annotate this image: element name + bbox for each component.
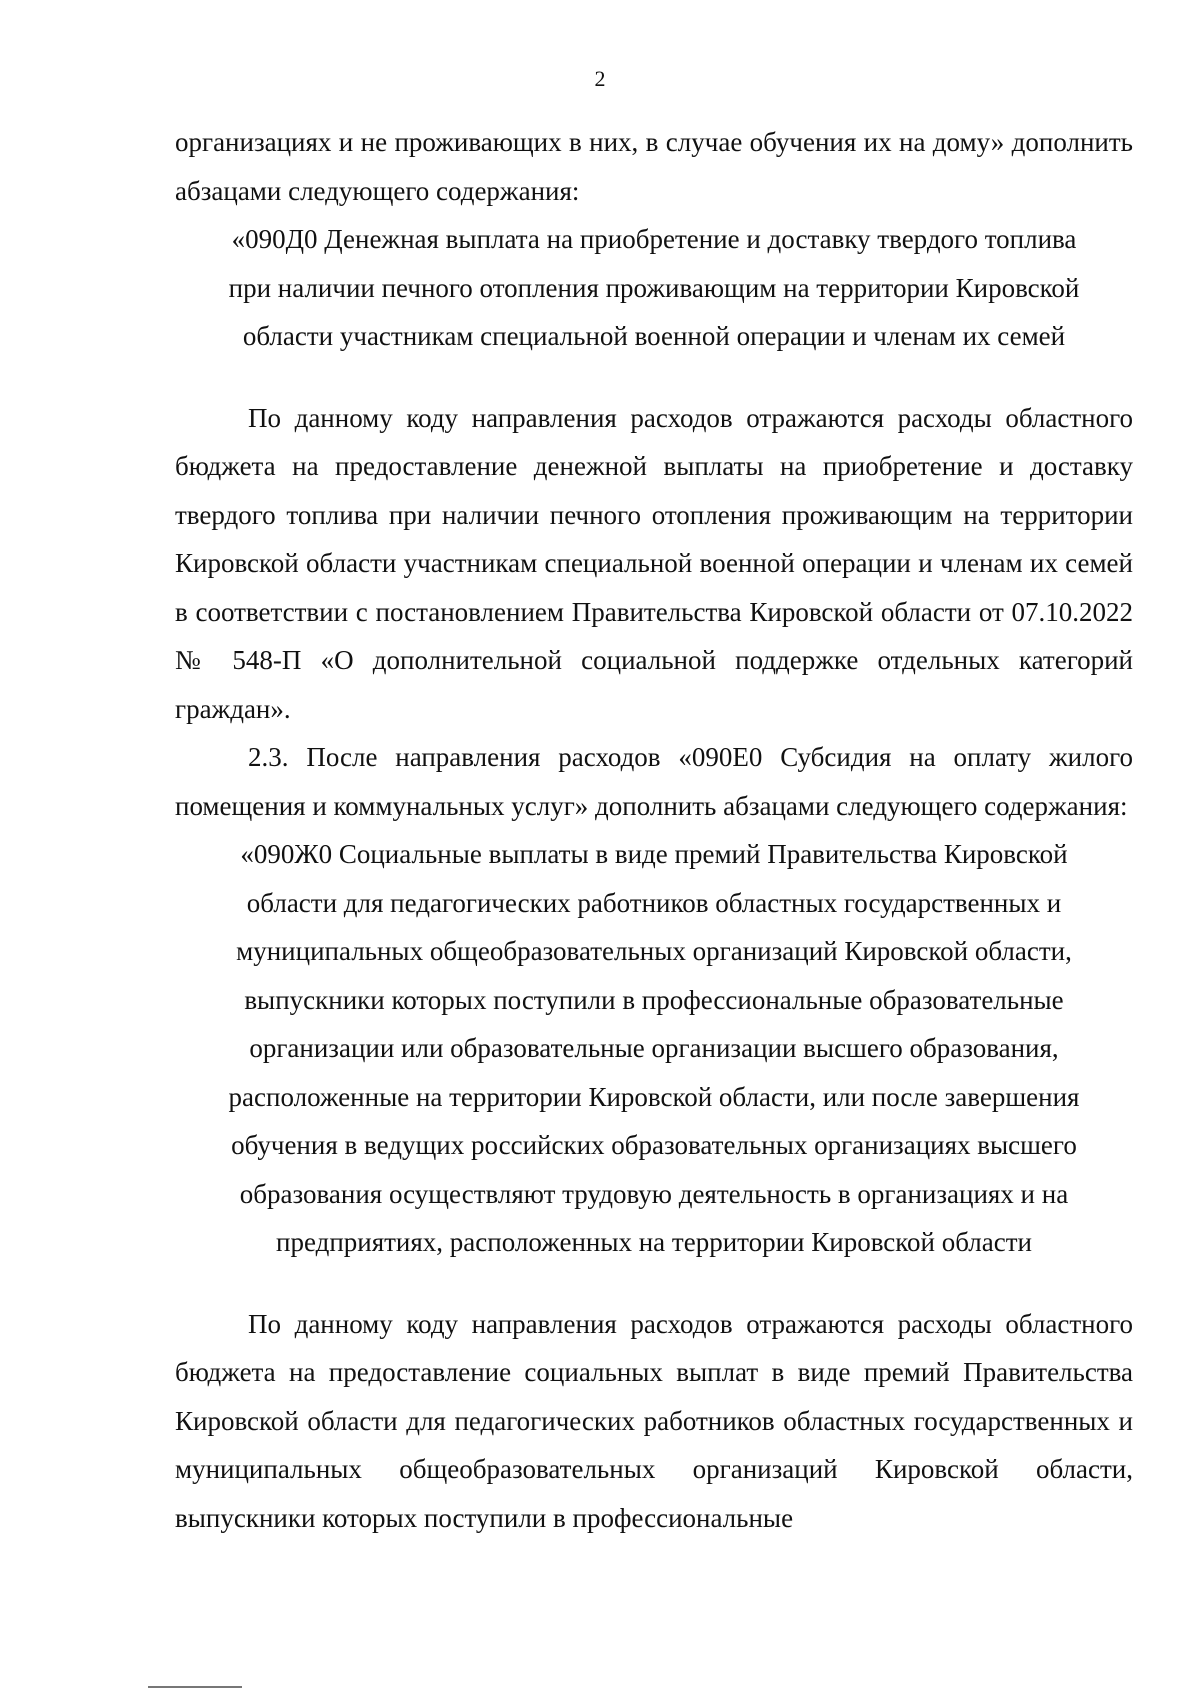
heading-line: выпускники которых поступили в профессиональные образовательные [244, 984, 1064, 1015]
code-heading-090Zh0 [175, 830, 1133, 1267]
heading-line: области участникам специальной военной операции и членам их семей [242, 321, 1066, 351]
code-heading-090D0 [175, 215, 1133, 361]
heading-line: «090Д0 Денежная выплата на приобретение и доставку твердого топлива [231, 224, 1077, 254]
heading-line: предприятиях, расположенных на территории Кировской области [276, 1227, 1032, 1257]
document-body [175, 118, 1133, 1542]
heading-line: обучения в ведущих российских образовательных организациях высшего [231, 1130, 1077, 1160]
heading-line: организации или образовательные организации высшего образования, [249, 1033, 1059, 1063]
footer-rule [148, 1686, 242, 1688]
heading-line: муниципальных общеобразовательных организаций Кировской области, [236, 936, 1072, 966]
heading-line: при наличии печного отопления проживающим на территории Кировской [228, 272, 1080, 303]
paragraph-090D0-description: По данному коду направления расходов отражаются расходы областного бюджета на предоставление денежной выплаты на приобретение и доставку твердого топлива при наличии печного отопления проживающим на территории Кировской области участникам специальной военной операции и членам их семей в соответствии с постановлением Правительства Кировской области от 07.10.2022 № 548-П «О дополнительной социальной поддержке отдельных категорий граждан». [175, 402, 1133, 724]
paragraph-2-3: 2.3. После направления расходов «090Е0 Субсидия на оплату жилого помещения и коммунальных услуг» дополнить абзацами следующего содержания: [175, 742, 1133, 821]
spacer [175, 361, 1133, 394]
spacer [175, 1267, 1133, 1300]
paragraph-intro: организациях и не проживающих в них, в случае обучения их на дому» дополнить абзацами следующего содержания: [175, 127, 1133, 206]
heading-line: «090Ж0 Социальные выплаты в виде премий Правительства Кировской [240, 839, 1068, 869]
heading-line: образования осуществляют трудовую деятельность в организациях и на [239, 1178, 1069, 1209]
heading-line: расположенные на территории Кировской области, или после завершения [228, 1081, 1080, 1112]
heading-line: области для педагогических работников областных государственных и [246, 887, 1062, 918]
page-number: 2 [594, 66, 606, 91]
paragraph-090Zh0-description: По данному коду направления расходов отражаются расходы областного бюджета на предоставление социальных выплат в виде премий Правительства Кировской области для педагогических работников областных государственных и муниципальных общеобразовательных организаций Кировской области, выпускники которых поступили в профессиональные [175, 1308, 1133, 1533]
